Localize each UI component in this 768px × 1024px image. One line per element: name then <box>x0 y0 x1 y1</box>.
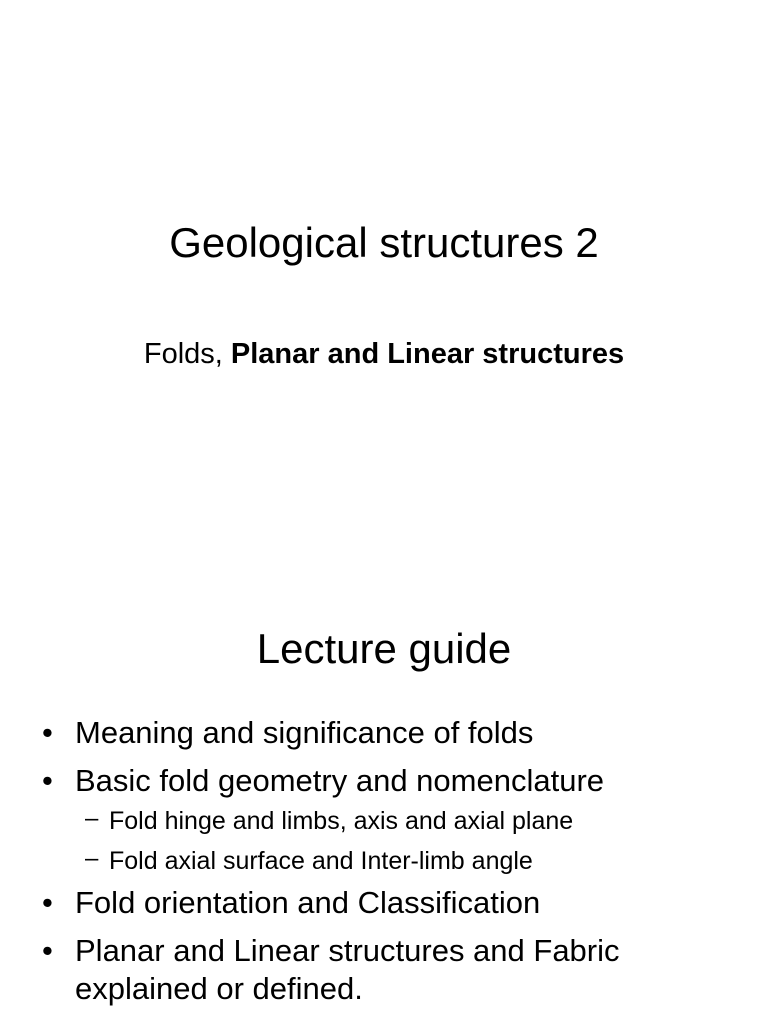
list-item <box>0 714 768 752</box>
slide-title: Geological structures 2 <box>169 219 599 266</box>
bullet-text: Planar and Linear structures and Fabric explained or defined. <box>75 933 620 1006</box>
subtitle-bold: Planar and Linear structures <box>230 338 625 370</box>
list-item <box>0 932 768 1008</box>
dash-icon: – <box>85 845 99 872</box>
list-item <box>0 884 768 922</box>
subtitle-plain: Folds, <box>143 338 231 370</box>
lecture-guide-title: Lecture guide <box>256 625 512 672</box>
sub-bullet-text: Fold axial surface and Inter-limb angle <box>109 847 533 875</box>
sub-list <box>0 804 768 878</box>
bullet-icon: • <box>42 763 53 798</box>
bullet-icon: • <box>42 885 53 920</box>
lecture-guide-list <box>0 714 768 1018</box>
sub-list-container <box>0 804 768 878</box>
list-item <box>0 762 768 800</box>
sub-list-item <box>0 844 768 878</box>
slide-subtitle <box>134 334 634 374</box>
bullet-text: Fold orientation and Classification <box>75 885 541 920</box>
bullet-icon: • <box>42 715 53 750</box>
bullet-text: Meaning and significance of folds <box>75 715 534 750</box>
bullet-text: Basic fold geometry and nomenclature <box>75 763 605 798</box>
sub-bullet-text: Fold hinge and limbs, axis and axial plane <box>109 807 574 835</box>
bullet-icon: • <box>42 933 53 968</box>
dash-icon: – <box>85 805 99 832</box>
sub-list-item <box>0 804 768 838</box>
